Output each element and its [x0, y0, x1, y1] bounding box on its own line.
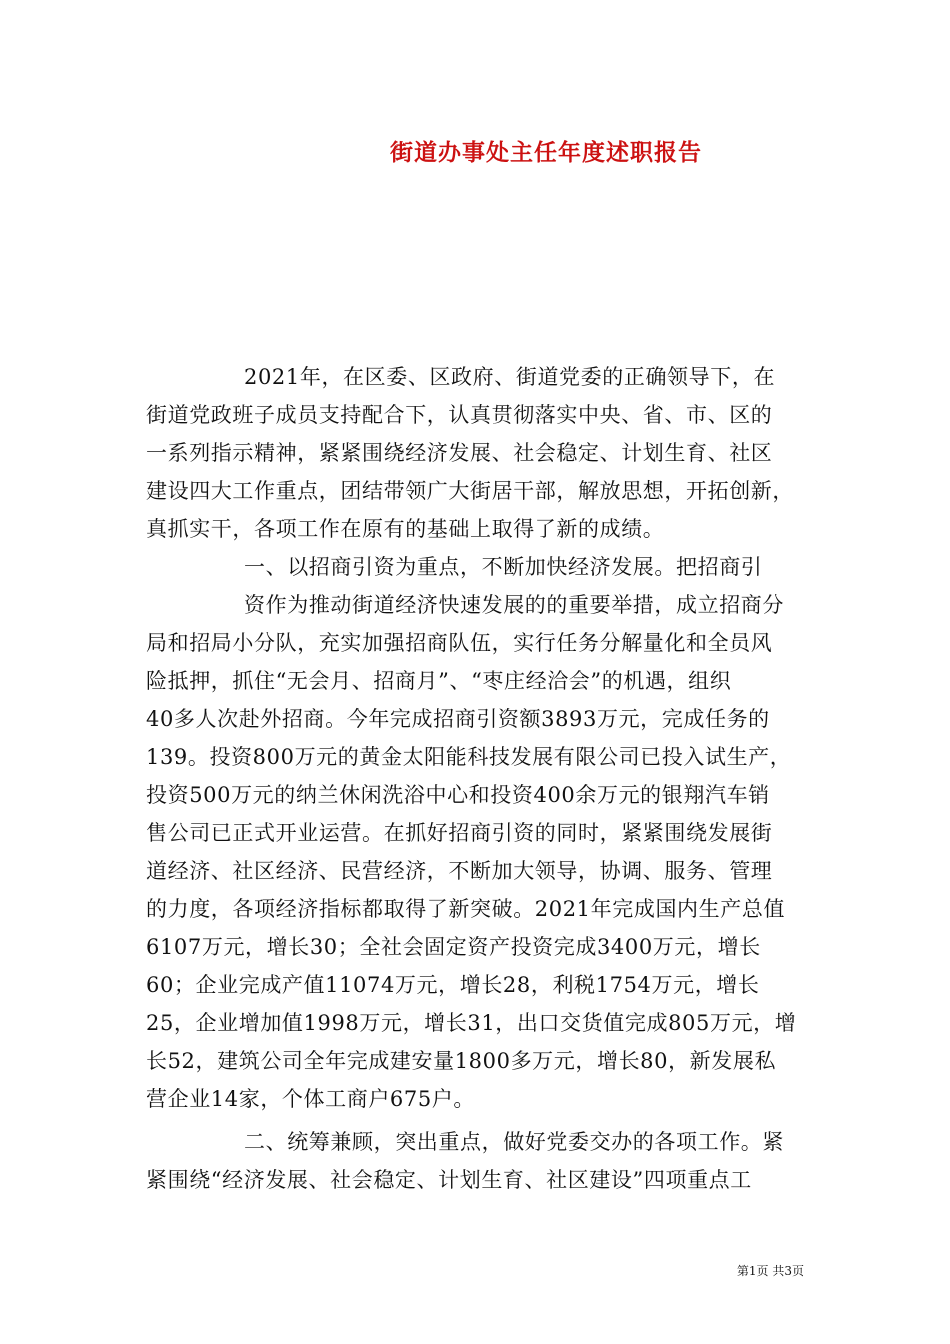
paragraph-line: 投资500万元的纳兰休闲洗浴中心和投资400余万元的银翔汽车销: [146, 783, 770, 807]
paragraph-line: 139。投资800万元的黄金太阳能科技发展有限公司已投入试生产，: [146, 745, 792, 769]
paragraph-line: 40多人次赴外招商。今年完成招商引资额3893万元，完成任务的: [146, 707, 770, 731]
paragraph-line: 紧围绕“经济发展、社会稳定、计划生育、社区建设”四项重点工: [146, 1168, 752, 1192]
paragraph-line: 60；企业完成产值11074万元，增长28，利税1754万元，增长: [146, 973, 760, 997]
paragraph-line: 真抓实干，各项工作在原有的基础上取得了新的成绩。: [146, 517, 665, 541]
paragraph-line: 6107万元，增长30；全社会固定资产投资完成3400万元，增长: [146, 935, 761, 959]
paragraph-line: 的力度，各项经济指标都取得了新突破。2021年完成国内生产总值: [146, 897, 786, 921]
document-title: 街道办事处主任年度述职报告: [390, 139, 702, 166]
paragraph-line: 建设四大工作重点，团结带领广大街居干部，解放思想，开拓创新，: [146, 479, 794, 503]
paragraph-line: 道经济、社区经济、民营经济，不断加大领导，协调、服务、管理: [146, 859, 773, 883]
paragraph-line: 局和招局小分队，充实加强招商队伍，实行任务分解量化和全员风: [146, 631, 773, 655]
paragraph-line: 一系列指示精神，紧紧围绕经济发展、社会稳定、计划生育、社区: [146, 441, 773, 465]
paragraph-line: 售公司已正式开业运营。在抓好招商引资的同时，紧紧围绕发展街: [146, 821, 773, 845]
paragraph-line: 营企业14家，个体工商户675户。: [146, 1087, 476, 1111]
paragraph-line: 险抵押，抓住“无会月、招商月”、“枣庄经洽会”的机遇，组织: [146, 669, 732, 693]
paragraph-line: 一、以招商引资为重点，不断加快经济发展。把招商引: [244, 555, 763, 579]
paragraph-line: 长52，建筑公司全年完成建安量1800多万元，增长80，新发展私: [146, 1049, 777, 1073]
paragraph-line: 街道党政班子成员支持配合下，认真贯彻落实中央、省、市、区的: [146, 403, 773, 427]
paragraph-line: 资作为推动街道经济快速发展的的重要举措，成立招商分: [244, 593, 784, 617]
page-footer: 第1页 共3页: [736, 1264, 804, 1278]
paragraph-line: 25，企业增加值1998万元，增长31，出口交货值完成805万元，增: [146, 1011, 797, 1035]
paragraph-line: 2021年，在区委、区政府、街道党委的正确领导下，在: [244, 365, 776, 389]
paragraph-line: 二、统筹兼顾，突出重点，做好党委交办的各项工作。紧: [244, 1130, 784, 1154]
